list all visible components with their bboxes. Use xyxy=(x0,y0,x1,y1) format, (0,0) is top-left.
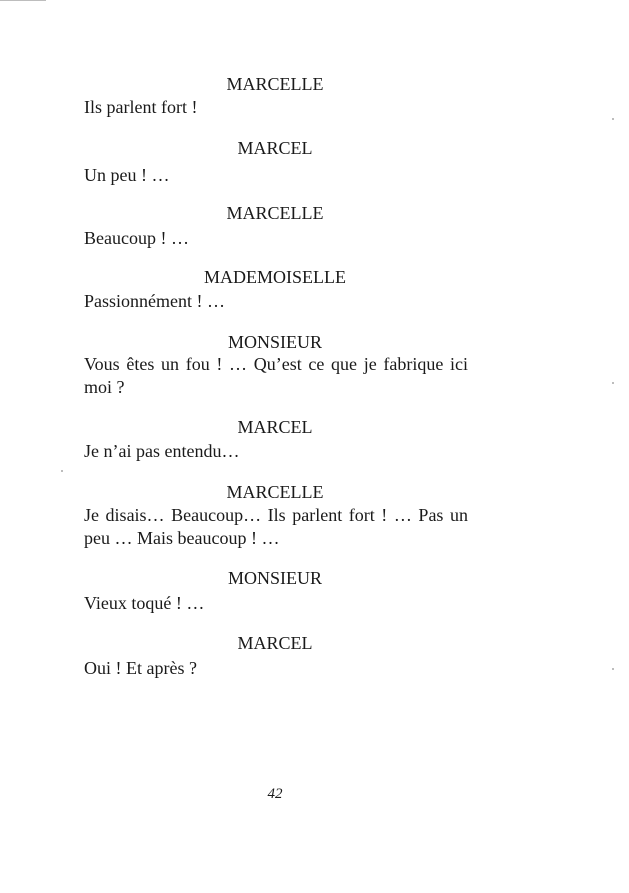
speaker-name: MONSIEUR xyxy=(227,332,322,352)
dialogue-line: Ils parlent fort ! xyxy=(84,97,198,117)
scan-speck xyxy=(0,0,46,1)
dialogue-line: Je disais… Beaucoup… Ils parlent fort ! … Pas un peu … Mais beaucoup ! … xyxy=(84,505,468,548)
speaker-name: MADEMOISELLE xyxy=(204,267,346,287)
scan-speck xyxy=(61,470,63,472)
speaker-name: MARCELLE xyxy=(226,203,324,223)
dialogue-line: Vous êtes un fou ! … Qu’est ce que je fabrique ici moi ? xyxy=(84,354,468,397)
scan-speck xyxy=(612,382,614,384)
dialogue-line: Beaucoup ! … xyxy=(84,228,189,248)
speaker-name: MARCEL xyxy=(237,633,313,653)
scan-speck xyxy=(612,668,614,670)
dialogue-line: Vieux toqué ! … xyxy=(84,593,205,613)
speaker-name: MARCELLE xyxy=(226,74,324,94)
page-number: 42 xyxy=(267,786,283,802)
dialogue-line: Un peu ! … xyxy=(84,165,170,185)
scan-speck xyxy=(612,118,614,120)
speaker-name: MARCEL xyxy=(237,417,313,437)
speaker-name: MARCEL xyxy=(237,138,313,158)
dialogue-line: Oui ! Et après ? xyxy=(84,658,197,678)
dialogue-line: Passionnément ! … xyxy=(84,291,225,311)
dialogue-line: Je n’ai pas entendu… xyxy=(84,441,240,461)
speaker-name: MONSIEUR xyxy=(227,568,322,588)
speaker-name: MARCELLE xyxy=(226,482,324,502)
